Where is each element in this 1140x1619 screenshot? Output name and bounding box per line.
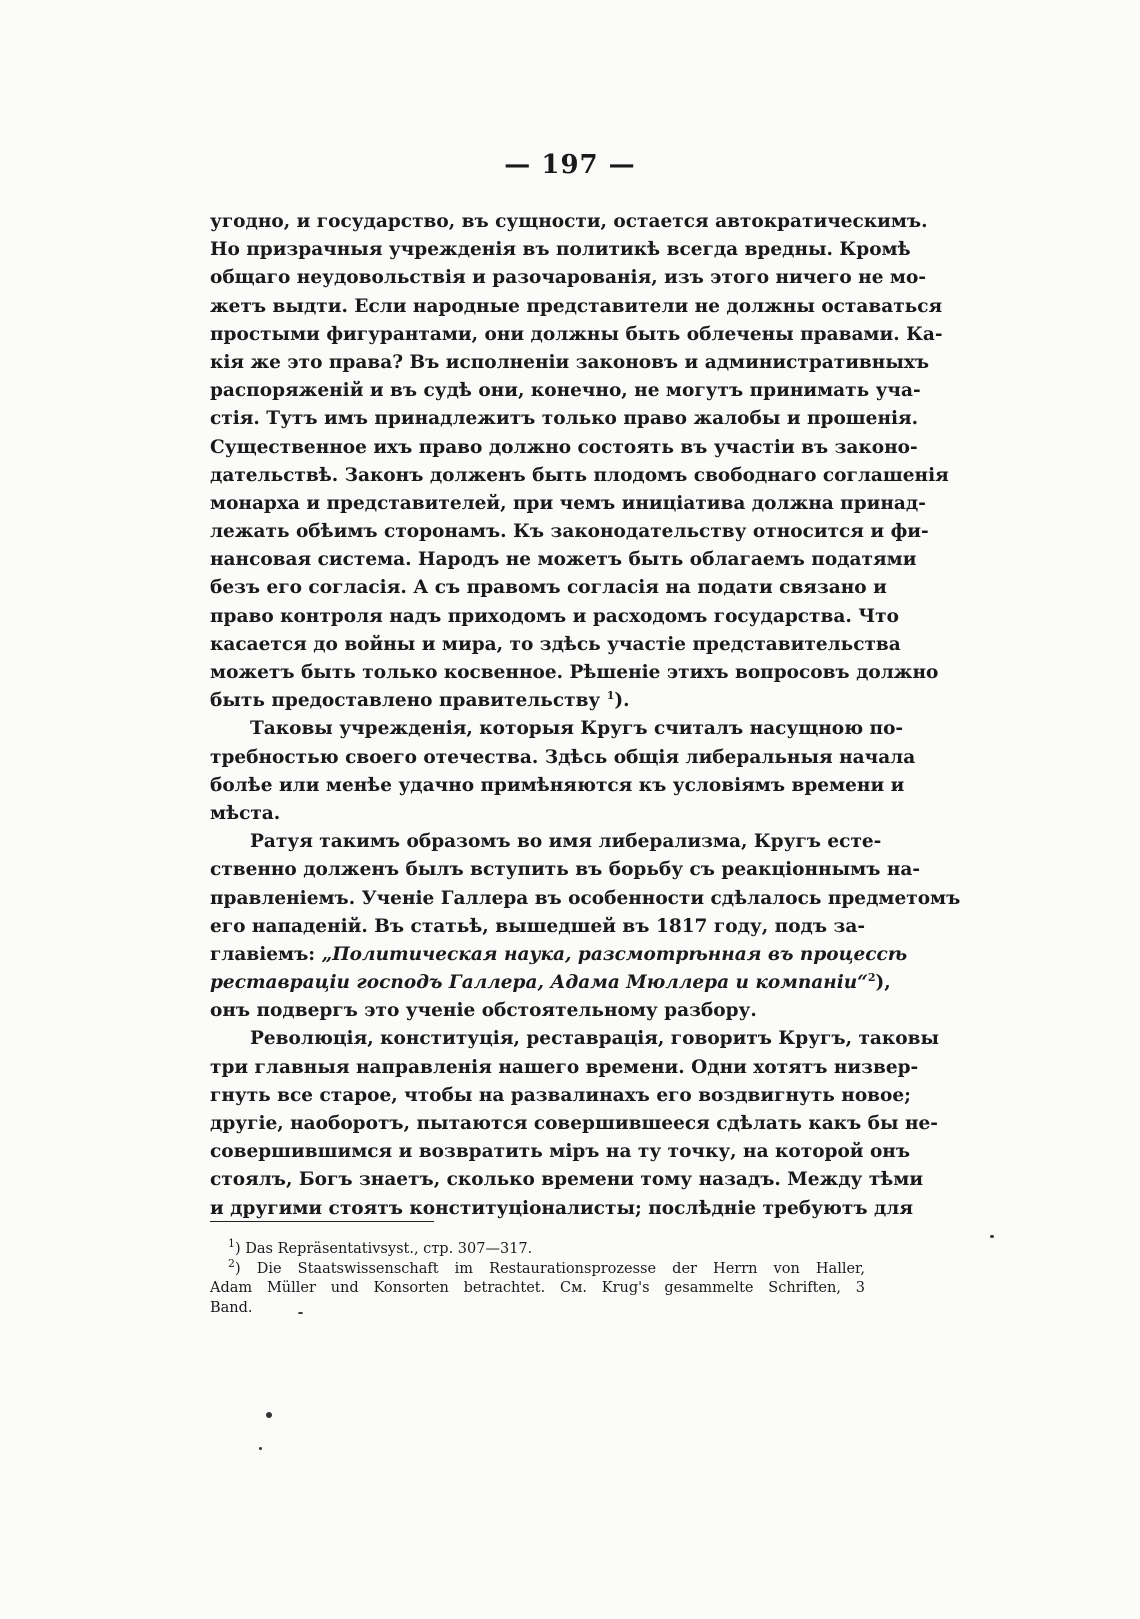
text-line: жетъ выдти. Если народные представители не должны оставаться <box>210 295 943 317</box>
text-line: Ратуя такимъ образомъ во имя либерализма, Кругъ есте- <box>250 831 882 853</box>
text-line: Но призрачныя учрежденія въ политикѣ всегда вредны. Кромѣ <box>210 239 911 261</box>
article-title: „Политическая наука, разсмотрѣнная въ процессѣ <box>321 943 908 965</box>
text-fragment: главіемъ: <box>210 943 322 965</box>
text-line: ственно долженъ былъ вступить въ борьбу съ реакціоннымъ на- <box>210 859 921 881</box>
footnote-mark: 2 <box>228 1256 235 1270</box>
article-title: реставраціи господъ Галлера, Адама Мюллера и компаніи“ <box>210 972 868 994</box>
text-line: угодно, и государство, въ сущности, остается автократическимъ. <box>210 211 928 232</box>
text-line: общаго неудовольствія и разочарованія, изъ этого ничего не мо- <box>210 267 926 289</box>
text-line: можетъ быть только косвенное. Рѣшеніе этихъ вопросовъ должно <box>210 662 939 683</box>
text-line: нансовая система. Народъ не можетъ быть облагаемъ податями <box>210 549 917 571</box>
text-line: право контроля надъ приходомъ и расходомъ государства. Что <box>210 605 899 627</box>
text-line: и другими стоятъ конституціоналисты; послѣдніе требуютъ для <box>210 1197 914 1219</box>
text-line <box>210 969 891 997</box>
text-line: совершившимся и возвратить міръ на ту точку, на которой онъ <box>210 1141 911 1163</box>
text-line: три главныя направленія нашего времени. Одни хотятъ низвер- <box>210 1056 919 1078</box>
footnote-ref-2[interactable]: 2 <box>867 970 876 984</box>
paragraph-3 <box>210 828 961 1025</box>
text-line: его нападеній. Въ статьѣ, вышедшей въ 1817 году, подъ за- <box>210 915 865 937</box>
text-line: безъ его согласія. А съ правомъ согласія на подати связано и <box>210 577 887 599</box>
footnote-mark: 1 <box>228 1237 235 1251</box>
scan-speck <box>990 1235 994 1238</box>
footnote-1 <box>210 1237 865 1260</box>
footnote-text: ) Das Repräsentativsyst., стр. 307—317. <box>235 1241 533 1257</box>
footnote-divider <box>210 1221 434 1222</box>
paragraph-4 <box>210 1025 939 1222</box>
text-line <box>210 687 865 715</box>
text-line: болѣе или менѣе удачно примѣняются къ условіямъ времени и <box>210 774 905 796</box>
text-line: мѣста. <box>210 802 281 824</box>
text-line: простыми фигурантами, они должны быть облечены правами. Ка- <box>210 323 943 345</box>
scan-speck <box>298 1312 303 1314</box>
footnote-text: ) Die Staatswissenschaft im Restaurationsprozesse der Herrn von Haller, <box>235 1260 865 1277</box>
footnotes <box>210 1237 865 1318</box>
text-line: другіе, наоборотъ, пытаются совершившееся сдѣлать какъ бы не- <box>210 1113 938 1134</box>
footnote-ref-1[interactable]: 1 <box>606 689 615 703</box>
text-fragment: быть предоставлено правительству <box>210 690 607 712</box>
text-line: распоряженій и въ судѣ они, конечно, не могутъ принимать уча- <box>210 380 921 402</box>
text-line: касается до войны и мира, то здѣсь участіе представительства <box>210 633 901 655</box>
footnote-2-continued: Band. <box>210 1299 253 1316</box>
text-line: гнуть все старое, чтобы на развалинахъ его воздвигнуть новое; <box>210 1084 911 1106</box>
paragraph-1 <box>210 208 949 715</box>
text-line: стія. Тутъ имъ принадлежитъ только право жалобы и прошенія. <box>210 408 919 430</box>
footnote-2 <box>210 1256 865 1280</box>
body-text <box>210 208 961 1223</box>
text-fragment: ). <box>614 690 630 712</box>
text-line: лежать обѣимъ сторонамъ. Къ законодательству относится и фи- <box>210 521 929 543</box>
text-line: правленіемъ. Ученіе Галлера въ особенности сдѣлалось предметомъ <box>210 887 961 909</box>
text-line: Революція, конституція, реставрація, говоритъ Кругъ, таковы <box>250 1028 939 1050</box>
footnote-2-continued: Adam Müller und Konsorten betrachtet. См. Krug's gesammelte Schriften, 3 <box>210 1280 865 1296</box>
text-line: онъ подвергъ это ученіе обстоятельному разбору. <box>210 1000 757 1022</box>
page-number: — 197 — <box>504 150 636 180</box>
paragraph-2 <box>210 715 916 828</box>
text-line: стоялъ, Богъ знаетъ, сколько времени тому назадъ. Между тѣми <box>210 1169 924 1191</box>
text-line <box>210 941 908 969</box>
text-line: дательствѣ. Законъ долженъ быть плодомъ свободнаго соглашенія <box>210 464 949 486</box>
text-fragment: ), <box>875 972 891 994</box>
text-line: Существенное ихъ право должно состоять въ участіи въ законо- <box>210 436 918 458</box>
scan-speck <box>259 1447 262 1450</box>
text-line: Таковы учрежденія, которыя Кругъ считалъ насущною по- <box>250 718 904 740</box>
text-line: требностью своего отечества. Здѣсь общія либеральныя начала <box>210 746 916 768</box>
text-line: монарха и представителей, при чемъ иниціатива должна принад- <box>210 492 926 514</box>
scan-speck <box>266 1412 272 1418</box>
text-line: кія же это права? Въ исполненіи законовъ и административныхъ <box>210 351 930 373</box>
